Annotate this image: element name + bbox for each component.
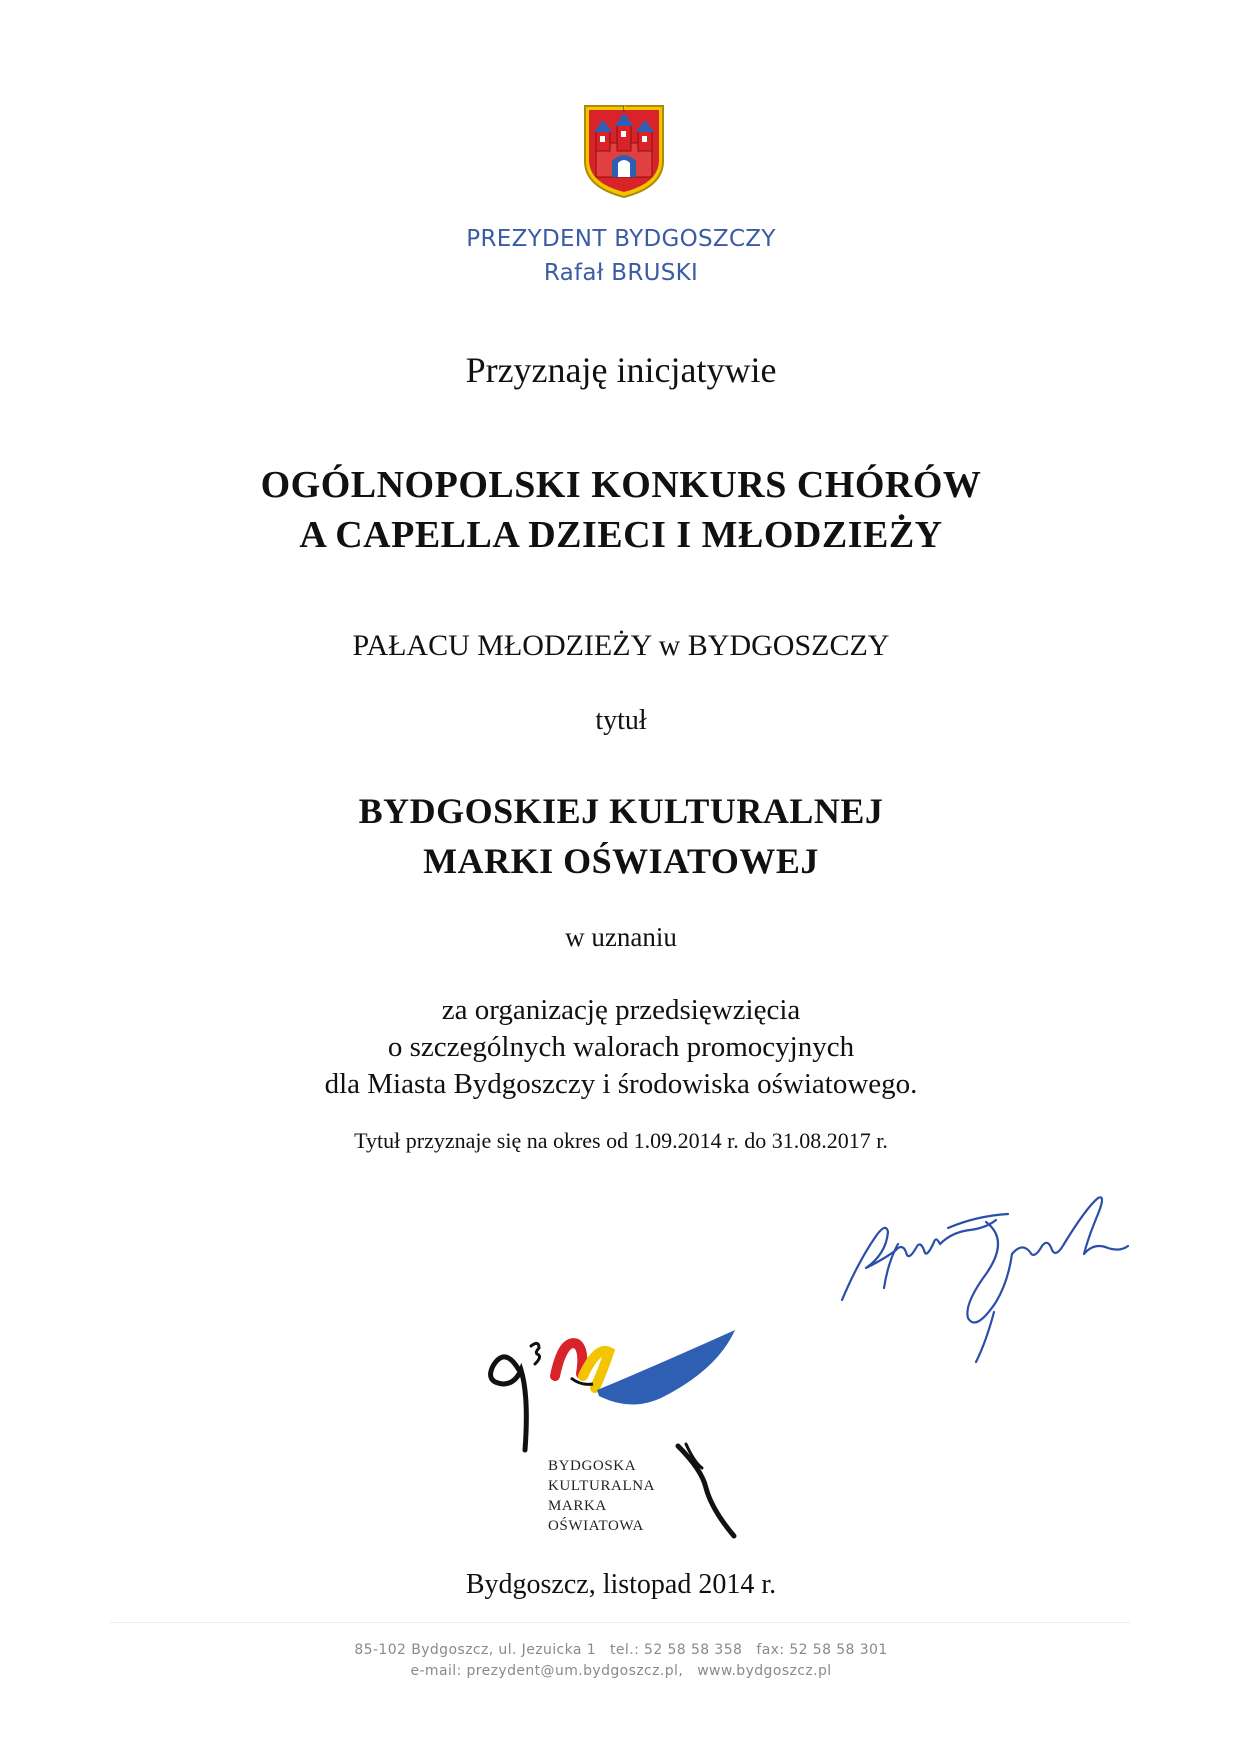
place-and-date: Bydgoszcz, listopad 2014 r.	[465, 1569, 777, 1600]
logo-line-4: OŚWIATOWA	[548, 1518, 644, 1534]
footer-website[interactable]: www.bydgoszcz.pl	[697, 1663, 832, 1679]
footer-phone: tel.: 52 58 58 358	[610, 1642, 743, 1658]
recognition-label: w uznaniu	[565, 922, 677, 952]
footer-line-1	[0, 1640, 1242, 1661]
footer-email[interactable]: e-mail: prezydent@um.bydgoszcz.pl,	[410, 1663, 684, 1679]
issuer-block	[0, 222, 1242, 290]
title-label: tytuł	[595, 705, 647, 736]
logo-caption	[548, 1456, 655, 1536]
intro-text: Przyznaję inicjatywie	[465, 350, 777, 390]
award-line-1: BYDGOSKIEJ KULTURALNEJ	[358, 791, 884, 831]
initiative-name	[0, 460, 1242, 560]
footer-line-2	[0, 1661, 1242, 1682]
footer-address: 85-102 Bydgoszcz, ul. Jezuicka 1	[354, 1642, 597, 1658]
bydgoszcz-coat-of-arms-icon	[582, 103, 666, 200]
initiative-line-1: OGÓLNOPOLSKI KONKURS CHÓRÓW	[260, 464, 982, 506]
reason-line-2: o szczególnych walorach promocyjnych	[387, 1031, 855, 1063]
issuer-title: PREZYDENT BYDGOSZCZY	[466, 226, 776, 252]
footer-divider	[110, 1622, 1130, 1623]
issuer-name: Rafał BRUSKI	[543, 260, 699, 286]
validity-period: Tytuł przyznaje się na okres od 1.09.2014 r. do 31.08.2017 r.	[354, 1128, 888, 1153]
logo-line-1: BYDGOSKA	[548, 1458, 637, 1474]
organizer-text: PAŁACU MŁODZIEŻY w BYDGOSZCZY	[352, 629, 890, 662]
logo-line-3: MARKA	[548, 1498, 607, 1514]
handwritten-signature-icon	[836, 1192, 1156, 1372]
award-line-2: MARKI OŚWIATOWEJ	[423, 841, 819, 881]
footer-contact	[0, 1640, 1242, 1682]
bydgoska-kulturalna-marka-oswiatowa-logo-icon	[485, 1326, 745, 1456]
initiative-line-2: A CAPELLA DZIECI I MŁODZIEŻY	[299, 514, 943, 556]
award-name	[0, 786, 1242, 886]
footer-fax: fax: 52 58 58 301	[756, 1642, 888, 1658]
logo-brush-stroke-icon	[672, 1440, 742, 1540]
logo-line-2: KULTURALNA	[548, 1478, 656, 1494]
reason-line-1: za organizację przedsięwzięcia	[441, 994, 801, 1026]
reason-text	[0, 992, 1242, 1103]
reason-line-3: dla Miasta Bydgoszczy i środowiska oświatowego.	[324, 1068, 918, 1100]
